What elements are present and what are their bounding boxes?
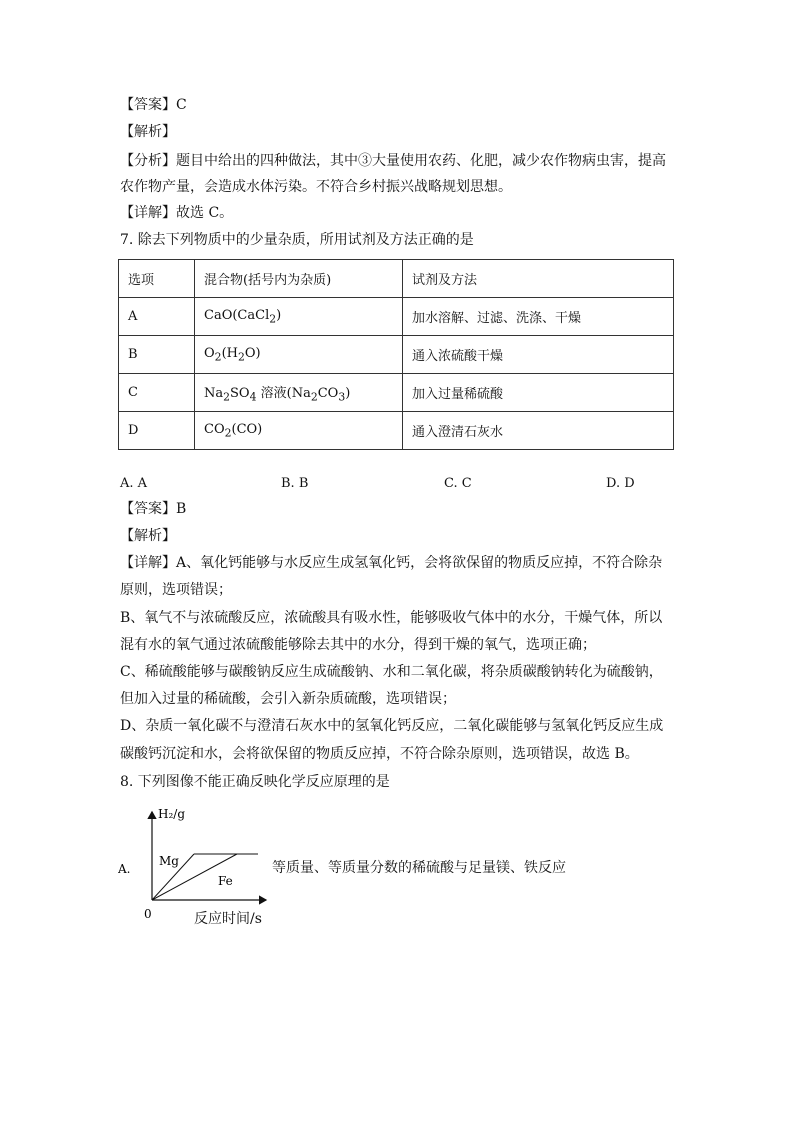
q8-option-a-graph — [118, 804, 268, 930]
q7-choices — [0, 476, 794, 494]
choice-d: D. D — [606, 476, 635, 491]
q7-explain-line: 碳酸钙沉淀和水，会将欲保留的物质反应掉，不符合除杂原则，选项错误，故选 B。 — [120, 746, 639, 762]
table-cell-option: B — [119, 336, 195, 374]
choice-a: A. A — [120, 476, 148, 491]
table-row — [119, 412, 674, 450]
q7-options-table — [118, 259, 674, 450]
table-cell-option: C — [119, 374, 195, 412]
table-cell-option: A — [119, 298, 195, 336]
q7-answer: 【答案】B — [120, 501, 187, 517]
q6-fenxi-line1: 【分析】题目中给出的四种做法，其中③大量使用农药、化肥，减少农作物病虫害，提高 — [120, 153, 666, 169]
table-cell-mixture: $Na_2SO_4$ 溶液$(Na_2CO_3)$ — [195, 374, 403, 412]
q7-explain-line: C、稀硫酸能够与碳酸钠反应生成硫酸钠、水和二氧化碳，将杂质碳酸钠转化为硫酸钠， — [120, 664, 663, 680]
table-row — [119, 374, 674, 412]
table-header-cell: 混合物(括号内为杂质) — [195, 260, 403, 298]
table-header-cell: 试剂及方法 — [403, 260, 674, 298]
origin-label: 0 — [144, 907, 152, 921]
table-cell-mixture: $CO_2(CO)$ — [195, 412, 403, 450]
option-a-label: A. — [118, 862, 131, 876]
choice-b: B. B — [281, 476, 309, 491]
q6-fenxi-line2: 农作物产量，会造成水体污染。不符合乡村振兴战略规划思想。 — [120, 179, 512, 195]
table-cell-method: 通入澄清石灰水 — [403, 412, 674, 450]
q7-analysis-label: 【解析】 — [120, 528, 176, 544]
q7-explain-line: 但加入过量的稀硫酸，会引入新杂质硫酸，选项错误； — [120, 691, 456, 707]
q8-stem: 8. 下列图像不能正确反映化学反应原理的是 — [120, 774, 390, 790]
fe-label: Fe — [218, 874, 233, 888]
q6-answer: 【答案】C — [120, 97, 187, 113]
q6-detail: 【详解】故选 C。 — [120, 205, 234, 221]
q7-stem: 7. 除去下列物质中的少量杂质，所用试剂及方法正确的是 — [120, 232, 474, 248]
table-header-cell: 选项 — [119, 260, 195, 298]
table-cell-method: 加水溶解、过滤、洗涤、干燥 — [403, 298, 674, 336]
table-cell-option: D — [119, 412, 195, 450]
y-axis-label: H₂/g — [158, 807, 185, 821]
table-row — [119, 336, 674, 374]
q7-explain-line: D、杂质一氧化碳不与澄清石灰水中的氢氧化钙反应，二氧化碳能够与氢氧化钙反应生成 — [120, 718, 664, 734]
q7-explain-line: B、氧气不与浓硫酸反应，浓硫酸具有吸水性，能够吸收气体中的水分，干燥气体，所以 — [120, 610, 663, 626]
table-row — [119, 298, 674, 336]
table-cell-method: 加入过量稀硫酸 — [403, 374, 674, 412]
table-cell-mixture: CaO(CaCl$_2$) — [195, 298, 403, 336]
table-cell-mixture: $O_2(H_2O)$ — [195, 336, 403, 374]
q8-option-a-description: 等质量、等质量分数的稀硫酸与足量镁、铁反应 — [272, 860, 566, 876]
table-header-row — [119, 260, 674, 298]
choice-c: C. C — [444, 476, 472, 491]
table-cell-method: 通入浓硫酸干燥 — [403, 336, 674, 374]
mg-label: Mg — [159, 854, 179, 868]
q7-explain-line: 【详解】A、氧化钙能够与水反应生成氢氧化钙，会将欲保留的物质反应掉，不符合除杂 — [120, 555, 663, 571]
q6-analysis-label: 【解析】 — [120, 124, 176, 140]
x-axis-label: 反应时间/s — [194, 911, 262, 927]
q7-explain-line: 混有水的氧气通过浓硫酸能够除去其中的水分，得到干燥的氧气，选项正确； — [120, 637, 596, 653]
q7-explain-line: 原则，选项错误； — [120, 582, 232, 598]
